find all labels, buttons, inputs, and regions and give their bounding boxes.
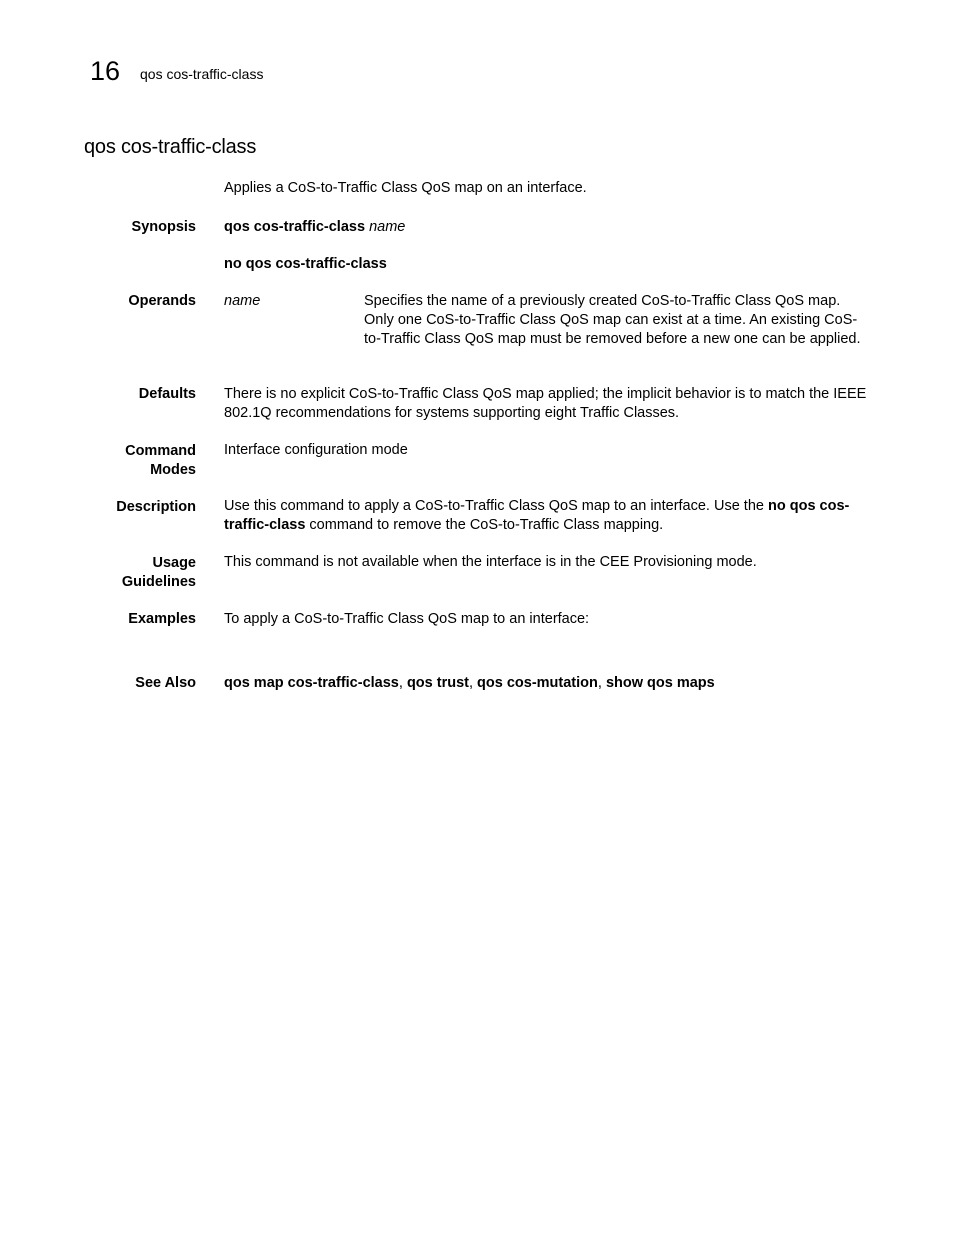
defaults-label: Defaults [138,386,196,402]
chapter-number: 16 [90,56,121,86]
synopsis-syntax [224,218,874,237]
usage-guidelines-label [122,554,196,592]
command-modes-text: Interface configuration mode [224,442,408,458]
intro-text: Applies a CoS-to-Traffic Class QoS map on an interface. [224,180,587,196]
synopsis-no-form: no qos cos-traffic-class [224,256,387,272]
description-text [224,497,874,535]
examples-label: Examples [128,611,196,627]
usage-guidelines-text: This command is not available when the interface is in the CEE Provisioning mode. [224,554,757,570]
see-also-link-qos-cos-mutation[interactable]: qos cos-mutation [477,675,598,691]
examples-text: To apply a CoS-to-Traffic Class QoS map to an interface: [224,611,590,627]
see-also-separator: , [468,675,478,691]
description-text-before: Use this command to apply a CoS-to-Traffic Class QoS map to an interface. Use the [224,498,768,514]
see-also-separator: , [597,675,606,691]
see-also-label: See Also [135,675,196,691]
running-title: qos cos-traffic-class [140,66,264,82]
usage-guidelines-label-line1: Usage [152,555,196,571]
page-title: qos cos-traffic-class [84,136,257,158]
defaults-text: There is no explicit CoS-to-Traffic Class QoS map applied; the implicit behavior is to match the IEEE 802.1Q recommendations for systems supporting eight Traffic Classes. [224,386,867,421]
operands-label: Operands [128,293,196,309]
description-label: Description [116,499,196,515]
description-text-after: command to remove the CoS-to-Traffic Class mapping. [305,517,664,533]
see-also-links [224,674,874,693]
operand-name: name [224,293,261,309]
see-also-link-show-qos-maps[interactable]: show qos maps [605,675,715,691]
see-also-separator: , [398,675,407,691]
synopsis-label: Synopsis [131,219,196,235]
see-also-link-qos-map-cos-traffic-class[interactable]: qos map cos-traffic-class [224,675,399,691]
synopsis-command: qos cos-traffic-class [224,219,366,235]
description-command: no qos cos-traffic-class [224,498,850,533]
command-modes-label-line1: Command [125,443,196,459]
command-modes-label [125,442,196,480]
see-also-link-qos-trust[interactable]: qos trust [406,675,469,691]
command-modes-label-line2: Modes [150,462,196,478]
operand-description: Specifies the name of a previously created CoS-to-Traffic Class QoS map. Only one CoS-to-Traffic Class QoS map can exist at a time. An existing CoS-to-Traffic Class QoS map must be removed before a new one can be applied. [364,293,861,347]
synopsis-argument: name [369,219,406,235]
usage-guidelines-label-line2: Guidelines [121,574,196,590]
